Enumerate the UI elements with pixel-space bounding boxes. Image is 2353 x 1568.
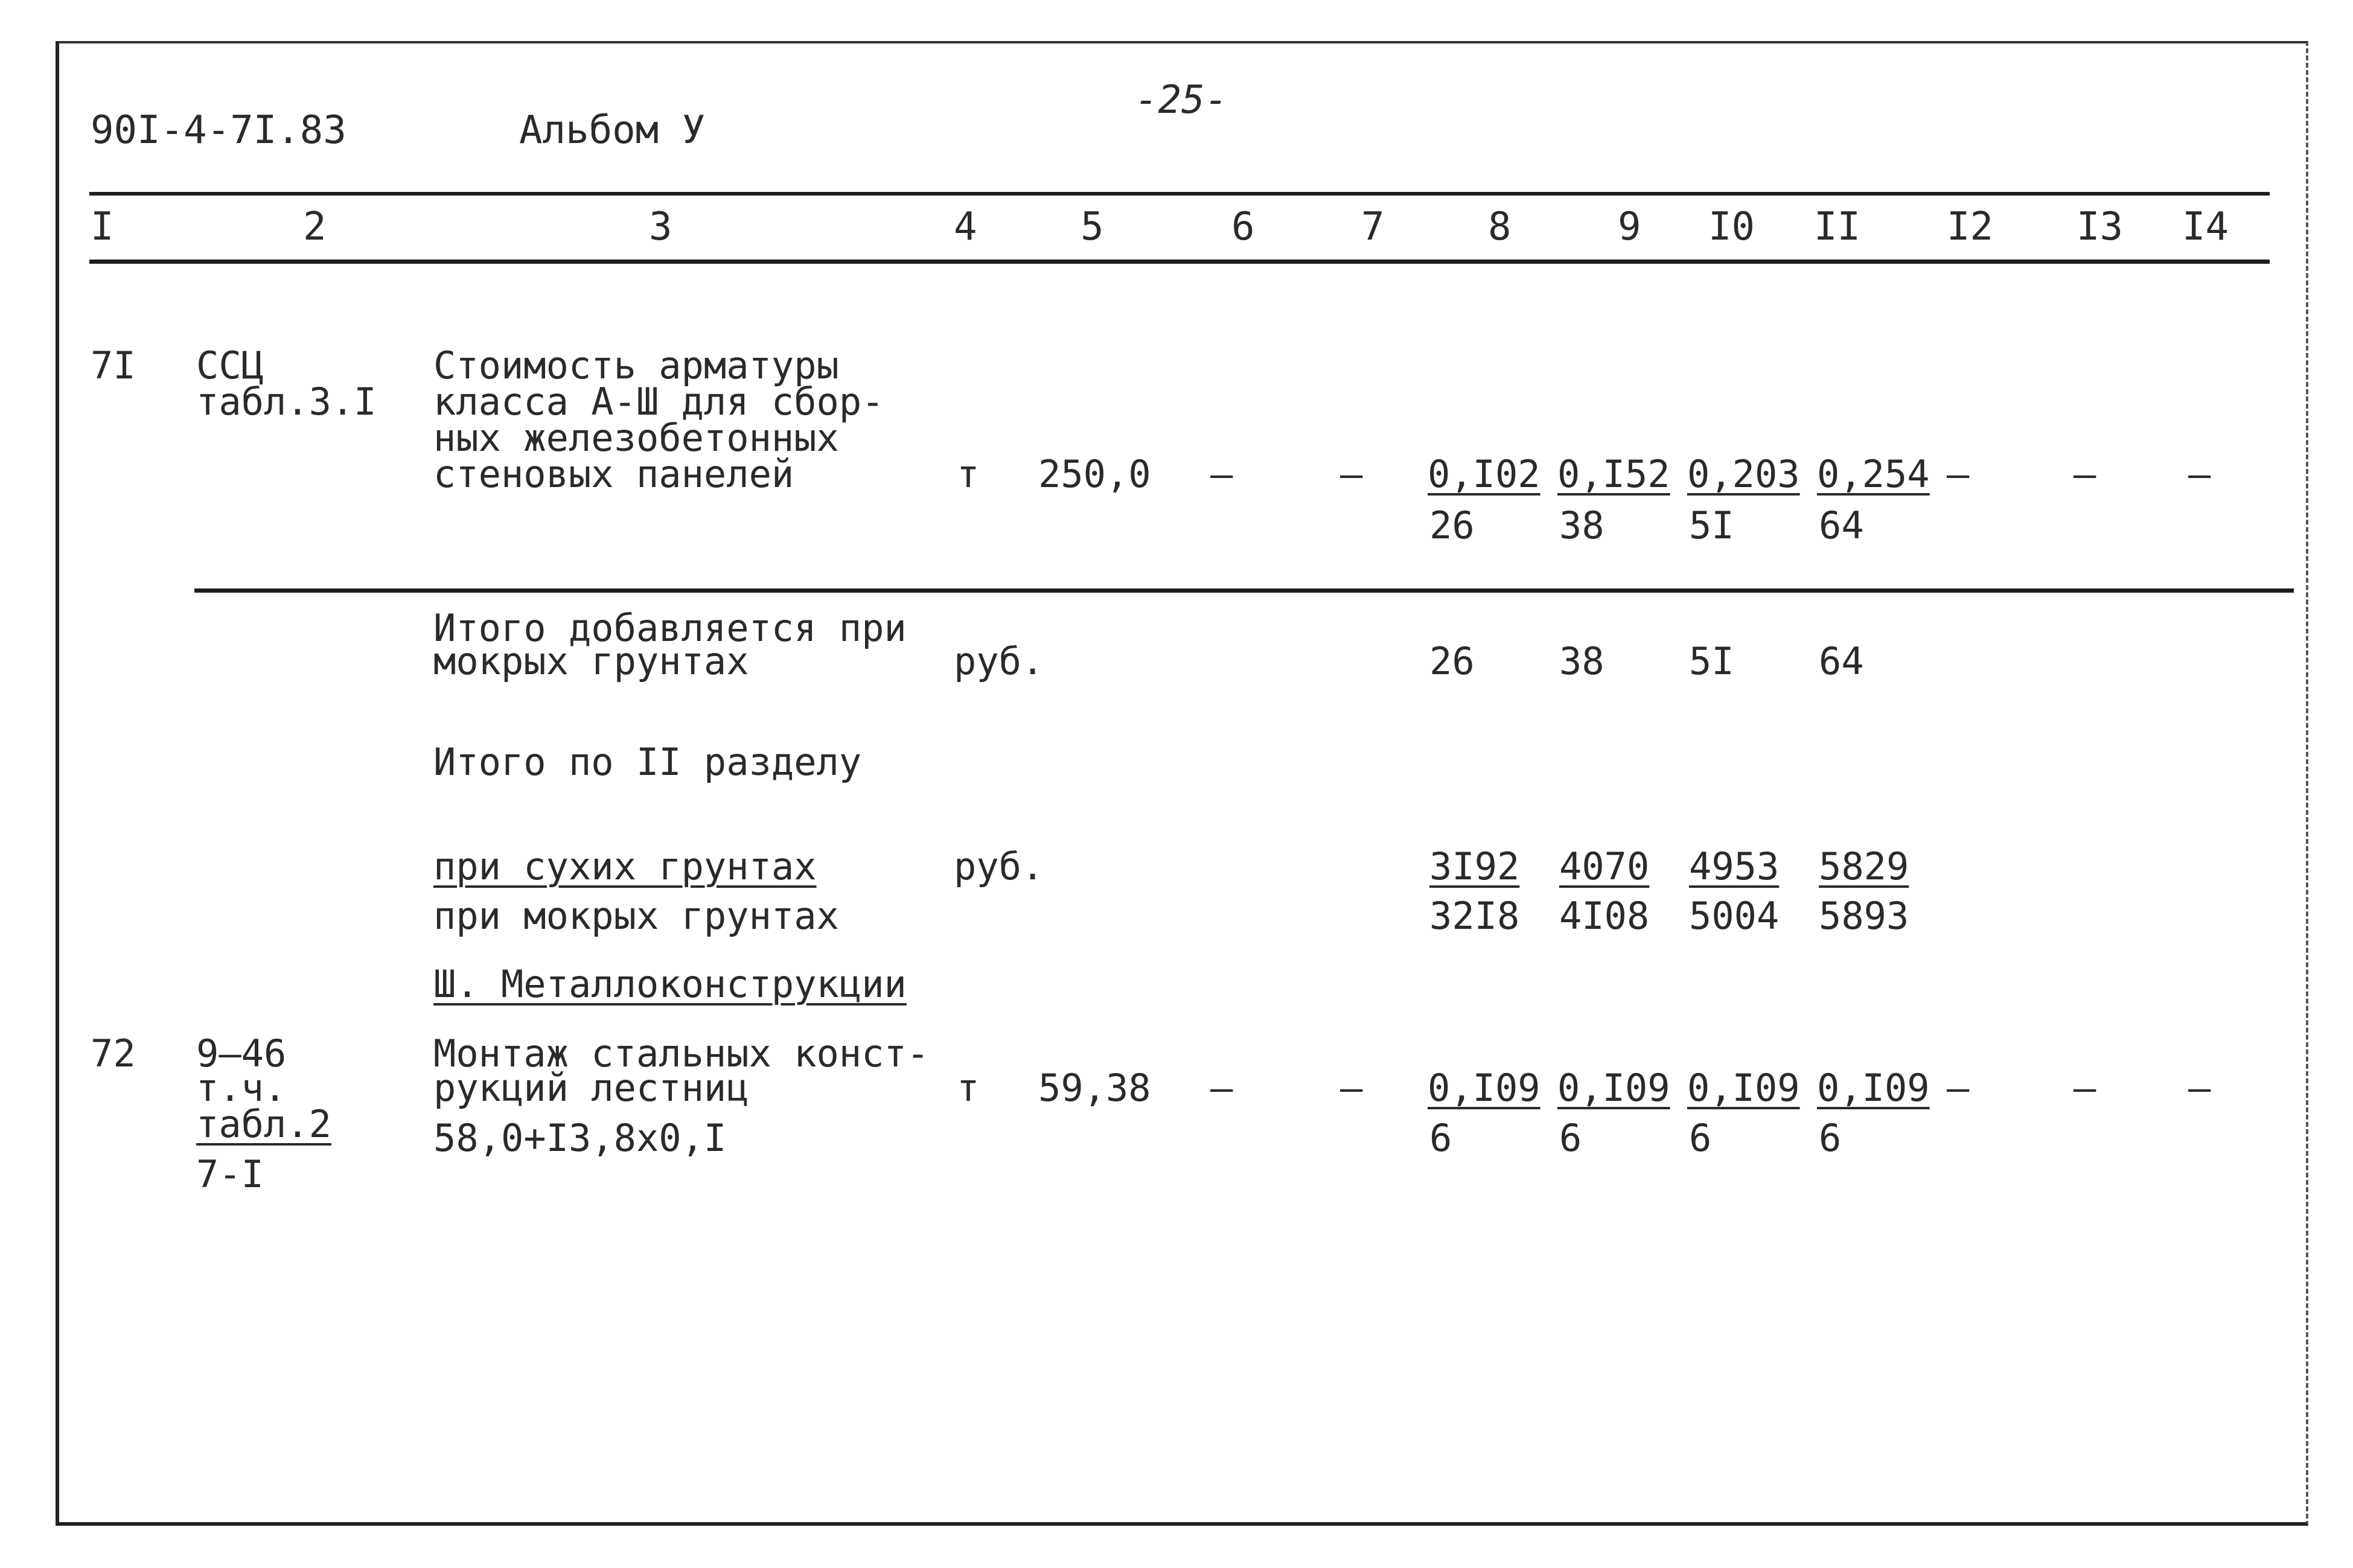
row-72-quantity: 59,38 — [1038, 1066, 1151, 1110]
col-header-11: II — [1814, 205, 1861, 249]
col-header-7: 7 — [1361, 205, 1385, 249]
row-71-number: 7I — [91, 343, 136, 387]
header-bottom-rule — [89, 260, 2270, 264]
wet-total-unit: руб. — [954, 639, 1044, 683]
page-frame — [56, 41, 2308, 1526]
dry-total-col11: 5829 — [1819, 844, 1909, 888]
row-71-col9-bottom: 38 — [1559, 503, 1604, 547]
row-71-col10-top: 0,203 — [1687, 452, 1800, 496]
row-71-desc-line-1: Стоимость арматуры — [433, 343, 839, 387]
row-71-col11-top: 0,254 — [1817, 452, 1930, 496]
row-72-col9-top: 0,I09 — [1557, 1066, 1670, 1110]
row-72-desc-line-3: 58,0+I3,8x0,I — [433, 1116, 727, 1160]
col-header-12: I2 — [1947, 205, 1994, 249]
row-72-col12-dash: – — [1947, 1066, 1970, 1110]
section-2-total-unit: руб. — [954, 844, 1044, 888]
row-72-col10-top: 0,I09 — [1687, 1066, 1800, 1110]
row-71-unit: т — [957, 452, 980, 496]
row-71-col7-dash: – — [1340, 452, 1363, 496]
row-71-col14-dash: – — [2188, 452, 2211, 496]
row-71-col9-top: 0,I52 — [1557, 452, 1670, 496]
col-header-1: I — [91, 205, 114, 249]
dry-total-col9: 4070 — [1559, 844, 1650, 888]
section-2-total-title: Итого по II разделу — [433, 740, 862, 784]
wet-grand-total-col8: 32I8 — [1429, 894, 1520, 938]
col-header-2: 2 — [303, 205, 327, 249]
row-72-number: 72 — [91, 1031, 136, 1076]
row-71-basis-line-1: ССЦ — [196, 343, 264, 387]
wet-grand-total-col11: 5893 — [1819, 894, 1909, 938]
col-header-4: 4 — [954, 205, 977, 249]
row-72-basis-line-2: т.ч. — [196, 1066, 287, 1110]
row-71-col10-bottom: 5I — [1689, 503, 1734, 547]
row-72-col8-top: 0,I09 — [1428, 1066, 1540, 1110]
col-header-14: I4 — [2182, 205, 2229, 249]
row-71-separator — [194, 588, 2294, 593]
row-72-col13-dash: – — [2074, 1066, 2096, 1110]
row-71-col8-top: 0,I02 — [1428, 452, 1540, 496]
wet-total-col10: 5I — [1689, 639, 1734, 683]
col-header-6: 6 — [1231, 205, 1255, 249]
col-header-5: 5 — [1081, 205, 1104, 249]
row-71-desc-line-4: стеновых панелей — [433, 452, 794, 496]
row-72-col9-bottom: 6 — [1559, 1116, 1582, 1160]
row-72-col11-bottom: 6 — [1819, 1116, 1842, 1160]
dry-total-col10: 4953 — [1689, 844, 1780, 888]
wet-total-desc-line-2: мокрых грунтах — [433, 639, 749, 683]
album-label: Альбом У — [519, 108, 706, 153]
dry-total-col8: 3I92 — [1429, 844, 1520, 888]
row-71-desc-line-3: ных железобетонных — [433, 416, 839, 460]
row-72-basis-line-1: 9–46 — [196, 1031, 287, 1076]
row-71-col13-dash: – — [2074, 452, 2096, 496]
row-71-basis-line-2: табл.3.I — [196, 380, 377, 424]
row-71-col8-bottom: 26 — [1429, 503, 1475, 547]
wet-total-col11: 64 — [1819, 639, 1864, 683]
row-72-col8-bottom: 6 — [1429, 1116, 1452, 1160]
row-71-col12-dash: – — [1947, 452, 1970, 496]
col-header-10: I0 — [1708, 205, 1755, 249]
row-71-col6-dash: – — [1210, 452, 1233, 496]
section-3-title: Ш. Металлоконструкции — [433, 962, 907, 1006]
row-72-desc-line-1: Монтаж стальных конст- — [433, 1031, 930, 1076]
row-72-col14-dash: – — [2188, 1066, 2211, 1110]
header-top-rule — [89, 192, 2270, 196]
row-72-unit: т — [957, 1066, 980, 1110]
row-72-basis-line-3: табл.2 — [196, 1102, 331, 1146]
wet-grand-total-col10: 5004 — [1689, 894, 1780, 938]
row-72-col7-dash: – — [1340, 1066, 1363, 1110]
row-72-desc-line-2: рукций лестниц — [433, 1066, 749, 1110]
row-72-col10-bottom: 6 — [1689, 1116, 1712, 1160]
col-header-3: 3 — [649, 205, 672, 249]
row-72-col6-dash: – — [1210, 1066, 1233, 1110]
dry-soil-label: при сухих грунтах — [433, 844, 817, 888]
wet-soil-label: при мокрых грунтах — [433, 894, 839, 938]
row-71-col11-bottom: 64 — [1819, 503, 1864, 547]
wet-total-col8: 26 — [1429, 639, 1475, 683]
row-71-quantity: 250,0 — [1038, 452, 1151, 496]
wet-total-desc-line-1: Итого добавляется при — [433, 606, 907, 650]
col-header-13: I3 — [2077, 205, 2124, 249]
row-72-basis-line-4: 7-I — [196, 1152, 264, 1196]
col-header-8: 8 — [1488, 205, 1512, 249]
wet-total-col9: 38 — [1559, 639, 1604, 683]
document-code: 90I-4-7I.83 — [91, 108, 346, 153]
row-71-desc-line-2: класса А-Ш для сбор- — [433, 380, 884, 424]
wet-grand-total-col9: 4I08 — [1559, 894, 1650, 938]
page-number: -25- — [1135, 78, 1228, 123]
row-72-col11-top: 0,I09 — [1817, 1066, 1930, 1110]
col-header-9: 9 — [1618, 205, 1641, 249]
